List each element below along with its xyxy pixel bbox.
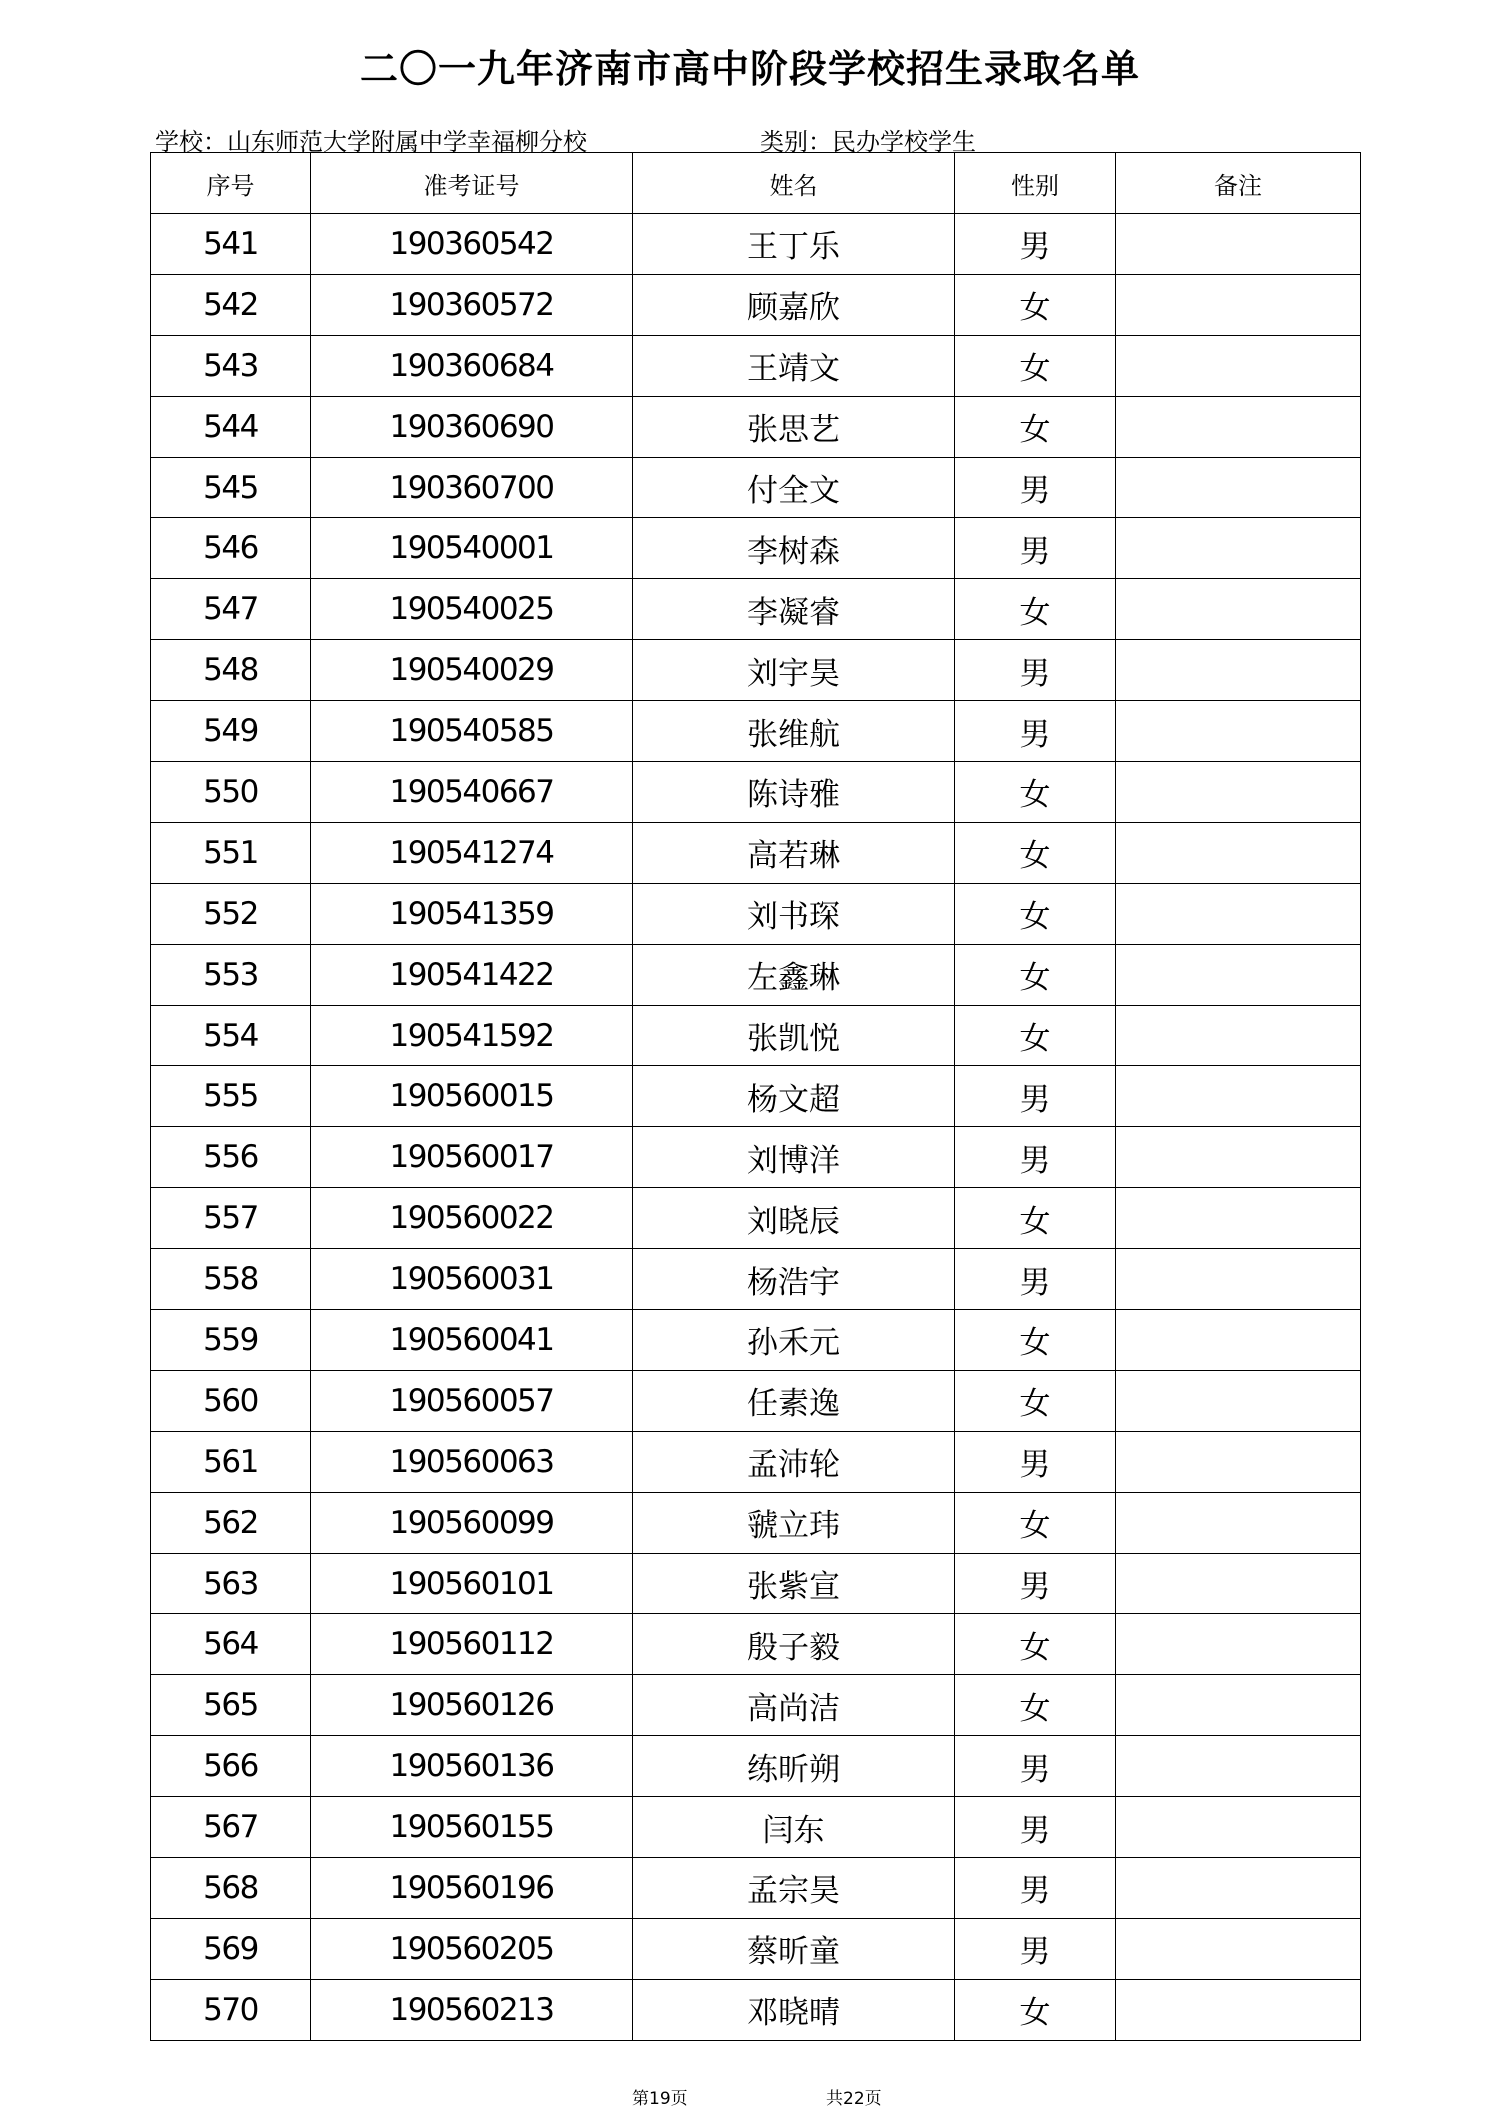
column-header-remarks: 备注 bbox=[1116, 153, 1361, 214]
table-row bbox=[151, 396, 1361, 457]
cell-remarks bbox=[1116, 701, 1361, 762]
cell-gender: 男 bbox=[955, 457, 1116, 518]
cell-name: 李树森 bbox=[633, 518, 955, 579]
cell-remarks bbox=[1116, 640, 1361, 701]
cell-name: 李凝睿 bbox=[633, 579, 955, 640]
cell-remarks bbox=[1116, 518, 1361, 579]
cell-remarks bbox=[1116, 1005, 1361, 1066]
table-row bbox=[151, 1553, 1361, 1614]
cell-gender: 女 bbox=[955, 579, 1116, 640]
cell-exam-id: 190560196 bbox=[311, 1858, 633, 1919]
cell-gender: 女 bbox=[955, 1370, 1116, 1431]
cell-remarks bbox=[1116, 1249, 1361, 1310]
cell-remarks bbox=[1116, 1675, 1361, 1736]
cell-remarks bbox=[1116, 1614, 1361, 1675]
cell-exam-id: 190540585 bbox=[311, 701, 633, 762]
cell-serial: 564 bbox=[151, 1614, 311, 1675]
cell-remarks bbox=[1116, 214, 1361, 275]
cell-serial: 569 bbox=[151, 1918, 311, 1979]
cell-gender: 女 bbox=[955, 1614, 1116, 1675]
cell-gender: 女 bbox=[955, 762, 1116, 823]
cell-exam-id: 190541359 bbox=[311, 883, 633, 944]
cell-name: 蔡昕童 bbox=[633, 1918, 955, 1979]
cell-serial: 544 bbox=[151, 396, 311, 457]
table-row bbox=[151, 1858, 1361, 1919]
cell-serial: 542 bbox=[151, 274, 311, 335]
cell-exam-id: 190560017 bbox=[311, 1127, 633, 1188]
cell-name: 高若琳 bbox=[633, 822, 955, 883]
cell-name: 刘书琛 bbox=[633, 883, 955, 944]
cell-name: 杨浩宇 bbox=[633, 1249, 955, 1310]
cell-remarks bbox=[1116, 457, 1361, 518]
table-row bbox=[151, 822, 1361, 883]
cell-gender: 女 bbox=[955, 335, 1116, 396]
cell-serial: 557 bbox=[151, 1188, 311, 1249]
cell-serial: 552 bbox=[151, 883, 311, 944]
cell-exam-id: 190541592 bbox=[311, 1005, 633, 1066]
cell-gender: 女 bbox=[955, 1188, 1116, 1249]
cell-gender: 男 bbox=[955, 701, 1116, 762]
cell-name: 顾嘉欣 bbox=[633, 274, 955, 335]
table-row bbox=[151, 1370, 1361, 1431]
page-total: 共22页 bbox=[826, 2089, 882, 2109]
cell-remarks bbox=[1116, 274, 1361, 335]
cell-remarks bbox=[1116, 1188, 1361, 1249]
cell-remarks bbox=[1116, 1736, 1361, 1797]
cell-name: 左鑫琳 bbox=[633, 944, 955, 1005]
cell-name: 陈诗雅 bbox=[633, 762, 955, 823]
cell-serial: 548 bbox=[151, 640, 311, 701]
cell-serial: 568 bbox=[151, 1858, 311, 1919]
page-title: 二〇一九年济南市高中阶段学校招生录取名单 bbox=[359, 47, 1140, 91]
table-body bbox=[151, 214, 1361, 2041]
admission-table bbox=[150, 152, 1361, 2041]
cell-name: 王靖文 bbox=[633, 335, 955, 396]
cell-exam-id: 190560101 bbox=[311, 1553, 633, 1614]
table-row bbox=[151, 883, 1361, 944]
cell-name: 闫东 bbox=[633, 1797, 955, 1858]
cell-name: 孟沛轮 bbox=[633, 1431, 955, 1492]
table-row bbox=[151, 579, 1361, 640]
cell-serial: 546 bbox=[151, 518, 311, 579]
cell-exam-id: 190541422 bbox=[311, 944, 633, 1005]
cell-gender: 女 bbox=[955, 274, 1116, 335]
table-row bbox=[151, 1431, 1361, 1492]
cell-gender: 男 bbox=[955, 1127, 1116, 1188]
cell-serial: 555 bbox=[151, 1066, 311, 1127]
cell-exam-id: 190560041 bbox=[311, 1310, 633, 1371]
cell-name: 付全文 bbox=[633, 457, 955, 518]
cell-name: 虢立玮 bbox=[633, 1492, 955, 1553]
cell-name: 殷子毅 bbox=[633, 1614, 955, 1675]
table-row bbox=[151, 1675, 1361, 1736]
cell-gender: 男 bbox=[955, 1066, 1116, 1127]
table-row bbox=[151, 335, 1361, 396]
cell-serial: 556 bbox=[151, 1127, 311, 1188]
cell-serial: 567 bbox=[151, 1797, 311, 1858]
cell-serial: 562 bbox=[151, 1492, 311, 1553]
cell-gender: 男 bbox=[955, 518, 1116, 579]
cell-remarks bbox=[1116, 1370, 1361, 1431]
cell-name: 张维航 bbox=[633, 701, 955, 762]
table-row bbox=[151, 1188, 1361, 1249]
cell-exam-id: 190360690 bbox=[311, 396, 633, 457]
cell-serial: 558 bbox=[151, 1249, 311, 1310]
cell-remarks bbox=[1116, 1310, 1361, 1371]
cell-remarks bbox=[1116, 1797, 1361, 1858]
cell-exam-id: 190560112 bbox=[311, 1614, 633, 1675]
column-header-gender: 性别 bbox=[955, 153, 1116, 214]
cell-remarks bbox=[1116, 1918, 1361, 1979]
cell-gender: 女 bbox=[955, 1005, 1116, 1066]
category-label: 类别：民办学校学生 bbox=[760, 128, 976, 156]
cell-serial: 559 bbox=[151, 1310, 311, 1371]
cell-name: 张凯悦 bbox=[633, 1005, 955, 1066]
table-row bbox=[151, 1492, 1361, 1553]
cell-serial: 547 bbox=[151, 579, 311, 640]
table-row bbox=[151, 274, 1361, 335]
cell-exam-id: 190540025 bbox=[311, 579, 633, 640]
column-header-exam-id: 准考证号 bbox=[311, 153, 633, 214]
cell-name: 杨文超 bbox=[633, 1066, 955, 1127]
cell-exam-id: 190360700 bbox=[311, 457, 633, 518]
cell-remarks bbox=[1116, 822, 1361, 883]
cell-serial: 566 bbox=[151, 1736, 311, 1797]
cell-serial: 545 bbox=[151, 457, 311, 518]
table-row bbox=[151, 214, 1361, 275]
cell-name: 张紫宣 bbox=[633, 1553, 955, 1614]
cell-gender: 男 bbox=[955, 1858, 1116, 1919]
cell-gender: 男 bbox=[955, 640, 1116, 701]
cell-remarks bbox=[1116, 1431, 1361, 1492]
table-row bbox=[151, 762, 1361, 823]
cell-exam-id: 190540001 bbox=[311, 518, 633, 579]
cell-remarks bbox=[1116, 579, 1361, 640]
cell-serial: 554 bbox=[151, 1005, 311, 1066]
cell-remarks bbox=[1116, 396, 1361, 457]
cell-gender: 男 bbox=[955, 214, 1116, 275]
cell-serial: 563 bbox=[151, 1553, 311, 1614]
table-row bbox=[151, 640, 1361, 701]
table-row bbox=[151, 1249, 1361, 1310]
cell-remarks bbox=[1116, 1979, 1361, 2040]
cell-name: 孙禾元 bbox=[633, 1310, 955, 1371]
cell-exam-id: 190560213 bbox=[311, 1979, 633, 2040]
table-row bbox=[151, 1066, 1361, 1127]
cell-exam-id: 190560031 bbox=[311, 1249, 633, 1310]
table-row bbox=[151, 1979, 1361, 2040]
cell-name: 高尚洁 bbox=[633, 1675, 955, 1736]
cell-remarks bbox=[1116, 1492, 1361, 1553]
cell-name: 张思艺 bbox=[633, 396, 955, 457]
cell-serial: 550 bbox=[151, 762, 311, 823]
cell-gender: 女 bbox=[955, 822, 1116, 883]
cell-name: 任素逸 bbox=[633, 1370, 955, 1431]
cell-name: 刘博洋 bbox=[633, 1127, 955, 1188]
cell-exam-id: 190560015 bbox=[311, 1066, 633, 1127]
cell-remarks bbox=[1116, 1553, 1361, 1614]
cell-gender: 女 bbox=[955, 1979, 1116, 2040]
table-row bbox=[151, 1614, 1361, 1675]
cell-exam-id: 190560063 bbox=[311, 1431, 633, 1492]
cell-gender: 男 bbox=[955, 1553, 1116, 1614]
cell-serial: 549 bbox=[151, 701, 311, 762]
column-header-name: 姓名 bbox=[633, 153, 955, 214]
cell-serial: 551 bbox=[151, 822, 311, 883]
cell-exam-id: 190560022 bbox=[311, 1188, 633, 1249]
cell-name: 刘晓辰 bbox=[633, 1188, 955, 1249]
school-label: 学校：山东师范大学附属中学幸福柳分校 bbox=[155, 128, 587, 156]
cell-name: 孟宗昊 bbox=[633, 1858, 955, 1919]
cell-gender: 男 bbox=[955, 1918, 1116, 1979]
cell-gender: 女 bbox=[955, 944, 1116, 1005]
cell-exam-id: 190560155 bbox=[311, 1797, 633, 1858]
column-header-serial: 序号 bbox=[151, 153, 311, 214]
cell-name: 练昕朔 bbox=[633, 1736, 955, 1797]
cell-exam-id: 190360684 bbox=[311, 335, 633, 396]
cell-exam-id: 190560099 bbox=[311, 1492, 633, 1553]
cell-gender: 男 bbox=[955, 1736, 1116, 1797]
table-row bbox=[151, 944, 1361, 1005]
cell-gender: 女 bbox=[955, 883, 1116, 944]
cell-gender: 女 bbox=[955, 1492, 1116, 1553]
cell-remarks bbox=[1116, 944, 1361, 1005]
cell-exam-id: 190360572 bbox=[311, 274, 633, 335]
cell-exam-id: 190541274 bbox=[311, 822, 633, 883]
cell-exam-id: 190560205 bbox=[311, 1918, 633, 1979]
table-row bbox=[151, 457, 1361, 518]
cell-serial: 570 bbox=[151, 1979, 311, 2040]
cell-serial: 565 bbox=[151, 1675, 311, 1736]
cell-gender: 男 bbox=[955, 1797, 1116, 1858]
cell-serial: 553 bbox=[151, 944, 311, 1005]
cell-exam-id: 190360542 bbox=[311, 214, 633, 275]
table-row bbox=[151, 1005, 1361, 1066]
table-header-row bbox=[151, 153, 1361, 214]
cell-remarks bbox=[1116, 762, 1361, 823]
cell-name: 刘宇昊 bbox=[633, 640, 955, 701]
table-row bbox=[151, 1918, 1361, 1979]
cell-remarks bbox=[1116, 1858, 1361, 1919]
cell-exam-id: 190560136 bbox=[311, 1736, 633, 1797]
cell-gender: 男 bbox=[955, 1431, 1116, 1492]
cell-exam-id: 190540667 bbox=[311, 762, 633, 823]
cell-serial: 541 bbox=[151, 214, 311, 275]
cell-remarks bbox=[1116, 883, 1361, 944]
cell-serial: 560 bbox=[151, 1370, 311, 1431]
table-row bbox=[151, 701, 1361, 762]
table-row bbox=[151, 1310, 1361, 1371]
table-row bbox=[151, 518, 1361, 579]
cell-name: 邓晓晴 bbox=[633, 1979, 955, 2040]
cell-serial: 543 bbox=[151, 335, 311, 396]
table-row bbox=[151, 1736, 1361, 1797]
table-row bbox=[151, 1127, 1361, 1188]
cell-serial: 561 bbox=[151, 1431, 311, 1492]
cell-remarks bbox=[1116, 335, 1361, 396]
cell-exam-id: 190560126 bbox=[311, 1675, 633, 1736]
page-number: 第19页 bbox=[632, 2089, 688, 2109]
cell-gender: 女 bbox=[955, 1310, 1116, 1371]
table-row bbox=[151, 1797, 1361, 1858]
cell-gender: 女 bbox=[955, 396, 1116, 457]
cell-remarks bbox=[1116, 1127, 1361, 1188]
cell-gender: 女 bbox=[955, 1675, 1116, 1736]
cell-remarks bbox=[1116, 1066, 1361, 1127]
cell-gender: 男 bbox=[955, 1249, 1116, 1310]
cell-exam-id: 190540029 bbox=[311, 640, 633, 701]
cell-name: 王丁乐 bbox=[633, 214, 955, 275]
cell-exam-id: 190560057 bbox=[311, 1370, 633, 1431]
